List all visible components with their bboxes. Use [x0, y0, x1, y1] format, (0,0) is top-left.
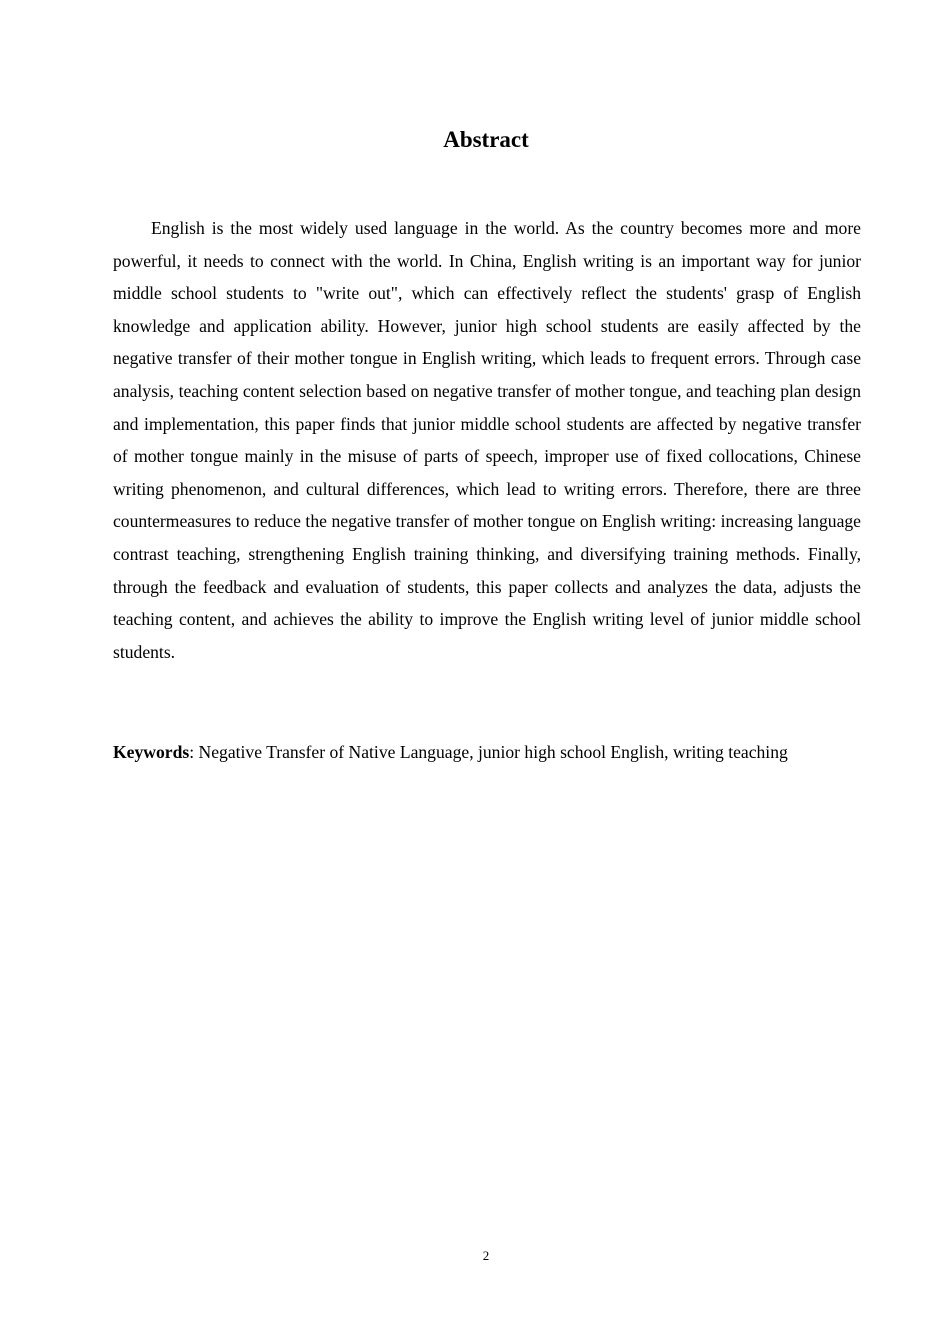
- keywords-list: Negative Transfer of Native Language, junior high school English, writing teaching: [198, 742, 788, 762]
- keywords-label: Keywords: [113, 742, 190, 762]
- page-title: Abstract: [443, 127, 529, 152]
- abstract-paragraph: English is the most widely used language in the world. As the country becomes more and more powerful, it needs to connect with the world. In China, English writing is an important way for junior middle school students to "write out", which can effectively reflect the students' grasp of English knowledge and application ability. However, junior high school students are easily affected by the negative transfer of their mother tongue in English writing, which leads to frequent errors. Through case analysis, teaching content selection based on negative transfer of mother tongue, and teaching plan design and implementation, this paper finds that junior middle school students are affected by negative transfer of mother tongue mainly in the misuse of parts of speech, improper use of fixed collocations, Chinese writing phenomenon, and cultural differences, which lead to writing errors. Therefore, there are three countermeasures to reduce the negative transfer of mother tongue on English writing: increasing language contrast teaching, strengthening English training thinking, and diversifying training methods. Finally, through the feedback and evaluation of students, this paper collects and analyzes the data, adjusts the teaching content, and achieves the ability to improve the English writing level of junior middle school students.: [113, 218, 861, 662]
- keywords-separator: :: [189, 742, 199, 762]
- page-number: 2: [482, 1248, 490, 1263]
- keywords-line: [113, 736, 873, 768]
